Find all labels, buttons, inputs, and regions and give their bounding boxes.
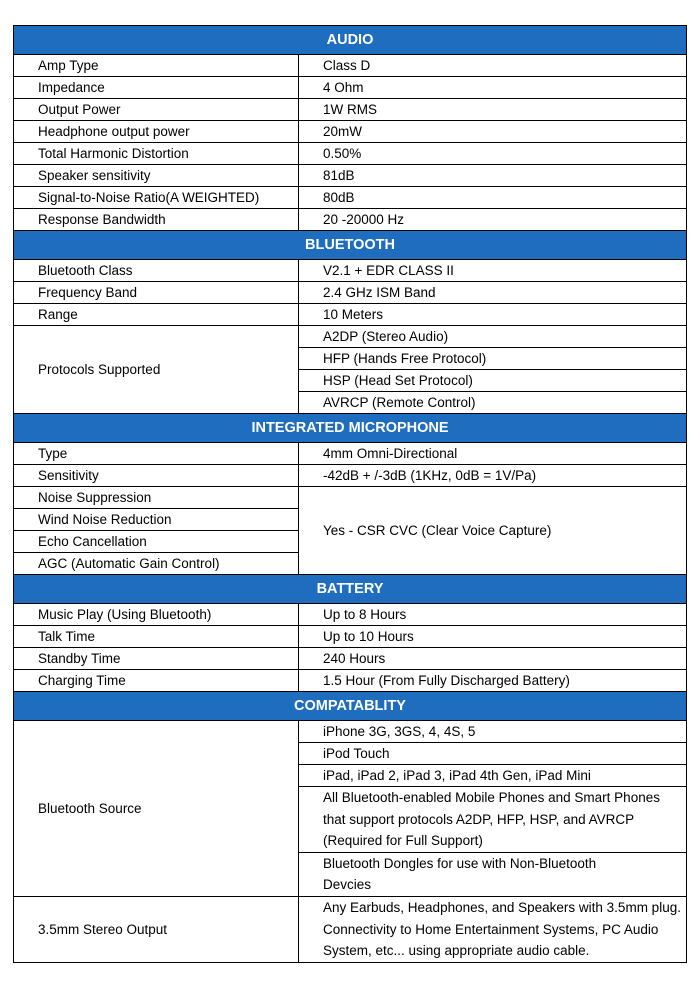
protocol-value: HSP (Head Set Protocol) [299,370,687,392]
spec-row [14,604,687,626]
section-header-microphone [14,414,687,443]
section-header-compatibility [14,692,687,721]
spec-label: Amp Type [14,55,299,77]
spec-label: Total Harmonic Distortion [14,143,299,165]
spec-label: Impedance [14,77,299,99]
spec-label: 3.5mm Stereo Output [14,896,299,962]
spec-label: Charging Time [14,670,299,692]
spec-label: Range [14,304,299,326]
section-title: BATTERY [14,575,687,604]
spec-row [14,282,687,304]
spec-row [14,896,687,962]
spec-label: Speaker sensitivity [14,165,299,187]
spec-row [14,626,687,648]
spec-row [14,443,687,465]
spec-label: Response Bandwidth [14,209,299,231]
spec-row [14,465,687,487]
protocol-value: AVRCP (Remote Control) [299,392,687,414]
spec-row [14,326,687,348]
spec-row [14,670,687,692]
spec-label: Standby Time [14,648,299,670]
spec-value: 4 Ohm [299,77,687,99]
spec-row [14,121,687,143]
spec-value: 81dB [299,165,687,187]
spec-label: Frequency Band [14,282,299,304]
spec-label: Noise Suppression [14,487,299,509]
spec-label: Bluetooth Class [14,260,299,282]
spec-value: Class D [299,55,687,77]
spec-value: 1W RMS [299,99,687,121]
spec-row [14,648,687,670]
spec-row [14,209,687,231]
spec-row [14,721,687,743]
source-value: iPhone 3G, 3GS, 4, 4S, 5 [299,721,687,743]
spec-row [14,99,687,121]
spec-label: Music Play (Using Bluetooth) [14,604,299,626]
source-value: iPod Touch [299,743,687,765]
spec-row [14,165,687,187]
spec-row [14,260,687,282]
spec-label: Signal-to-Noise Ratio(A WEIGHTED) [14,187,299,209]
section-header-battery [14,575,687,604]
spec-label: Output Power [14,99,299,121]
spec-row [14,77,687,99]
section-title: AUDIO [14,26,687,55]
spec-label: Echo Cancellation [14,531,299,553]
protocol-value: HFP (Hands Free Protocol) [299,348,687,370]
spec-row [14,187,687,209]
spec-value: 240 Hours [299,648,687,670]
spec-value: 0.50% [299,143,687,165]
source-value: iPad, iPad 2, iPad 3, iPad 4th Gen, iPad Mini [299,765,687,787]
protocol-value: A2DP (Stereo Audio) [299,326,687,348]
section-title: INTEGRATED MICROPHONE [14,414,687,443]
spec-value: 2.4 GHz ISM Band [299,282,687,304]
spec-label: Wind Noise Reduction [14,509,299,531]
spec-value: Yes - CSR CVC (Clear Voice Capture) [299,487,687,575]
spec-label: Headphone output power [14,121,299,143]
spec-label: Sensitivity [14,465,299,487]
spec-label: Talk Time [14,626,299,648]
section-header-bluetooth [14,231,687,260]
spec-row [14,55,687,77]
spec-row [14,143,687,165]
spec-row [14,304,687,326]
spec-label: Bluetooth Source [14,721,299,897]
spec-value: Any Earbuds, Headphones, and Speakers with 3.5mm plug. Connectivity to Home Entertainment Systems, PC Audio System, etc... using appropriate audio cable. [299,896,687,962]
spec-value: 4mm Omni-Directional [299,443,687,465]
section-header-audio [14,26,687,55]
spec-label: AGC (Automatic Gain Control) [14,553,299,575]
spec-value: V2.1 + EDR CLASS II [299,260,687,282]
spec-value: -42dB + /-3dB (1KHz, 0dB = 1V/Pa) [299,465,687,487]
source-value: Bluetooth Dongles for use with Non-Bluetooth Devcies [299,852,687,896]
spec-row [14,487,687,509]
spec-label: Protocols Supported [14,326,299,414]
spec-value: Up to 10 Hours [299,626,687,648]
spec-value: 20 -20000 Hz [299,209,687,231]
spec-value: 20mW [299,121,687,143]
section-title: BLUETOOTH [14,231,687,260]
spec-value: 1.5 Hour (From Fully Discharged Battery) [299,670,687,692]
spec-value: Up to 8 Hours [299,604,687,626]
section-title: COMPATABLITY [14,692,687,721]
spec-label: Type [14,443,299,465]
spec-value: 80dB [299,187,687,209]
source-value: All Bluetooth-enabled Mobile Phones and Smart Phones that support protocols A2DP, HFP, HSP, and AVRCP (Required for Full Support) [299,787,687,853]
spec-table [13,25,687,963]
spec-value: 10 Meters [299,304,687,326]
